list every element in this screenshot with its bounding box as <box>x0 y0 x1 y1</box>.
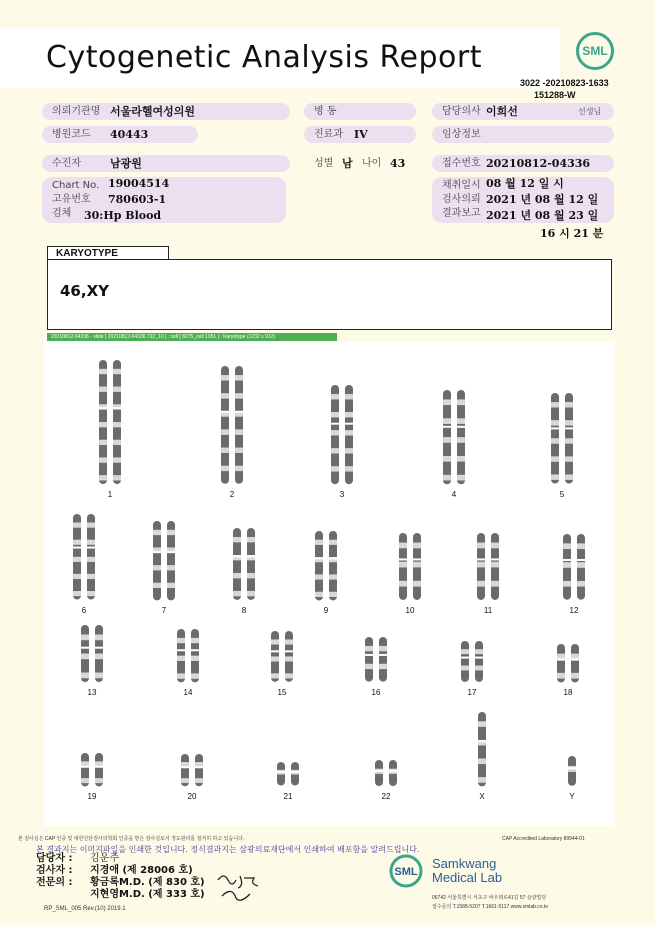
chromosome-label-17: 17 <box>467 688 477 697</box>
chromosome-label-1: 1 <box>107 490 113 499</box>
chromosome-8 <box>224 526 264 602</box>
specimen-value: 30:Hp Blood <box>84 209 162 222</box>
sex-label: 성별 <box>314 158 334 169</box>
chromosome-15 <box>262 629 302 684</box>
chromosome-label-4: 4 <box>451 490 457 499</box>
id-label: 고유번호 <box>52 194 91 205</box>
recipient-value: 남광원 <box>110 157 142 170</box>
tester-label: 검사자 : <box>36 865 73 876</box>
chromosome-label-20: 20 <box>187 792 197 801</box>
recipient-field <box>42 155 290 172</box>
receipt-label: 접수번호 <box>442 158 481 169</box>
chromosome-14 <box>168 627 208 684</box>
chromosome-label-12: 12 <box>569 606 579 615</box>
institution-label: 의뢰기관명 <box>52 106 101 117</box>
ward-field <box>304 103 416 120</box>
chromosome-22 <box>366 758 406 788</box>
chromosome-label-15: 15 <box>277 688 287 697</box>
report-time: 16 시 21 분 <box>540 227 604 240</box>
tester-name: 지경애 (제 28006 호) <box>90 865 193 876</box>
chromosome-18 <box>548 642 588 684</box>
age-label: 나이 <box>362 158 382 169</box>
chromosome-10 <box>390 531 430 602</box>
id-value: 780603-1 <box>108 193 167 206</box>
chromosome-label-8: 8 <box>241 606 247 615</box>
chromosome-20 <box>172 752 212 788</box>
chromosome-21 <box>268 760 308 788</box>
chromosome-5 <box>542 391 582 486</box>
cap-accreditation: CAP Accredited Laboratory 89944-01 <box>502 836 585 842</box>
institution-value: 서울라헬여성의원 <box>110 105 196 118</box>
report-ref-suffix: 151288-W <box>534 90 576 100</box>
chromosome-13 <box>72 623 112 684</box>
hospital-code-value: 40443 <box>110 128 149 141</box>
lab-name-line2: Medical Lab <box>432 870 503 885</box>
manager-label: 담당자 : <box>36 853 73 864</box>
lab-address <box>432 894 548 912</box>
chart-value: 19004514 <box>108 177 170 190</box>
chromosome-12 <box>554 532 594 602</box>
sml-logo-icon: SML <box>576 32 614 70</box>
specialist-2: 지현영M.D. (제 333 호) <box>90 889 205 900</box>
karyotype-result: 46,XY <box>60 282 109 300</box>
chromosome-label-11: 11 <box>483 606 493 615</box>
chart-label: Chart No. <box>52 180 100 191</box>
chromosome-9 <box>306 529 346 602</box>
request-date: 2021 년 08 월 12 일 <box>486 193 599 206</box>
chromosome-label-5: 5 <box>559 490 565 499</box>
doctor-value: 이희선 <box>486 105 518 118</box>
dept-value: IV <box>354 128 368 141</box>
chromosome-X <box>462 710 502 788</box>
print-notice: 본 결과지는 이미지파일을 인쇄한 것입니다. 정식결과지는 삼광의료재단에서 인쇄하여 배포함을 알려드립니다. <box>36 845 420 854</box>
dept-label: 진료과 <box>314 129 343 140</box>
hospital-code-label: 병원코드 <box>52 129 91 140</box>
karyotype-tab: KARYOTYPE <box>47 246 169 260</box>
chromosome-label-13: 13 <box>87 688 97 697</box>
chromosome-3 <box>322 383 362 486</box>
chromosome-6 <box>64 512 104 602</box>
chromosome-19 <box>72 751 112 788</box>
chromosome-4 <box>434 388 474 486</box>
report-title: Cytogenetic Analysis Report <box>46 40 483 75</box>
chromosome-label-18: 18 <box>563 688 573 697</box>
chromosome-17 <box>452 639 492 684</box>
collect-label: 채취일시 <box>442 180 481 191</box>
karyotype-result-box <box>47 259 612 330</box>
samkwang-logo-icon <box>386 854 426 888</box>
karyogram-image <box>44 342 614 826</box>
lab-contact-line: 접수문의 T.1588-5207 T.1661-5117 www.smlab.co.kr <box>432 904 549 910</box>
ward-label: 병 동 <box>314 106 337 117</box>
chromosome-label-Y: Y <box>569 792 575 801</box>
report-date: 2021 년 08 월 23 일 <box>486 209 599 222</box>
lab-name <box>432 857 502 885</box>
clinical-info-label: 임상정보 <box>442 129 481 140</box>
report-label: 결과보고 <box>442 208 481 219</box>
doctor-label: 담당의사 <box>442 106 481 117</box>
chromosome-label-7: 7 <box>161 606 167 615</box>
collect-date: 08 월 12 일 시 <box>486 177 564 190</box>
chromosome-1 <box>90 358 130 486</box>
specimen-label: 검체 <box>52 208 72 219</box>
report-ref-number: 3022 -20210823-1633 <box>520 78 609 88</box>
chromosome-label-10: 10 <box>405 606 415 615</box>
chromosome-2 <box>212 364 252 486</box>
sex-value: 남 <box>342 157 353 170</box>
chromosome-label-3: 3 <box>339 490 345 499</box>
handwritten-signature <box>214 870 264 908</box>
form-number: RP_SML_005 Rev.(10) 2019.1 <box>44 906 126 912</box>
chromosome-7 <box>144 519 184 602</box>
chromosome-Y <box>552 754 592 788</box>
specialist-label: 전문의 : <box>36 877 73 888</box>
svg-text:SML: SML <box>394 866 418 878</box>
chromosome-label-X: X <box>479 792 485 801</box>
chromosome-label-16: 16 <box>371 688 381 697</box>
request-label: 검사의뢰 <box>442 194 481 205</box>
image-caption-bar: 20210812-04336 - slide [ 20210812-04336 722_10 ] : cell [ 8275_cell 1051 ] : Karyotype (1232 x 912) <box>47 333 337 341</box>
accreditation-text: 본 검사실은 CAP 인증 및 대한진단검사의학회 인증을 받은 검사실로서 정도관리를 철저히 하고 있습니다. <box>18 836 245 842</box>
manager-name: 김운주 <box>90 853 119 864</box>
recipient-label: 수진자 <box>52 158 81 169</box>
chromosome-label-2: 2 <box>229 490 235 499</box>
chromosome-label-9: 9 <box>323 606 329 615</box>
chromosome-label-21: 21 <box>283 792 293 801</box>
age-value: 43 <box>390 157 406 170</box>
chromosome-label-6: 6 <box>81 606 87 615</box>
chromosome-label-14: 14 <box>183 688 193 697</box>
chromosome-label-19: 19 <box>87 792 97 801</box>
clinical-info-field <box>432 126 614 143</box>
receipt-value: 20210812-04336 <box>486 157 591 170</box>
doctor-suffix: 선생님 <box>578 107 602 116</box>
chromosome-label-22: 22 <box>381 792 391 801</box>
lab-address-line: 06742 서울특별시 서초구 바우뫼로41길 57 삼광빌딩 <box>432 895 547 901</box>
chromosome-16 <box>356 635 396 684</box>
specialist-1: 황금록M.D. (제 830 호) <box>90 877 205 888</box>
lab-name-line1: Samkwang <box>432 856 497 871</box>
chromosome-11 <box>468 531 508 602</box>
